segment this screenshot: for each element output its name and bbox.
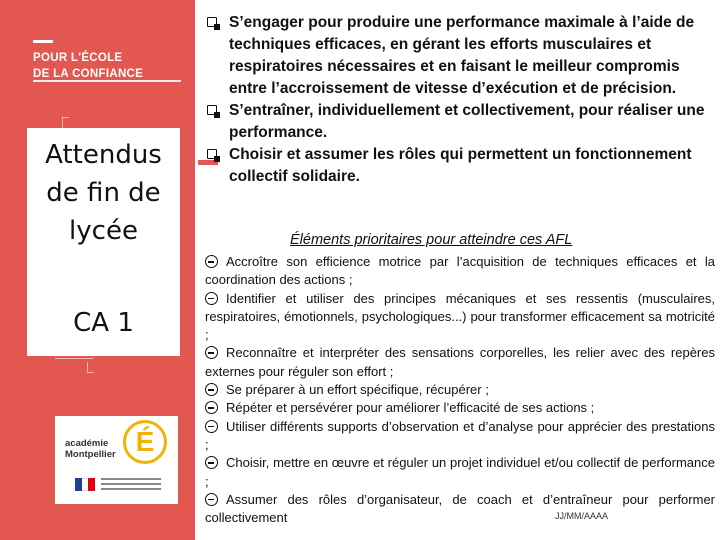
- priority-elements-list: [205, 253, 715, 527]
- decorative-bracket: [62, 117, 69, 128]
- list-item: [205, 253, 715, 290]
- list-item: [205, 100, 710, 144]
- logo-text-line2: DE LA CONFIANCE: [33, 68, 144, 80]
- republic-mark: [101, 478, 161, 493]
- academy-e-icon: É: [123, 420, 167, 464]
- section-title: Éléments prioritaires pour atteindre ces AFL: [290, 232, 573, 248]
- list-item: [205, 418, 715, 455]
- element-text: Répéter et persévérer pour améliorer l’efficacité de ses actions ;: [226, 400, 595, 416]
- french-flag-icon: [75, 478, 95, 491]
- checkbox-bullet-icon: [207, 17, 217, 27]
- slide-title: [27, 136, 180, 250]
- title-line: Attendus: [45, 140, 162, 170]
- list-item: [205, 399, 715, 417]
- footer-date: JJ/MM/AAAA: [555, 511, 609, 521]
- pointer-bullet-icon: [205, 292, 218, 305]
- pointer-bullet-icon: [205, 346, 218, 359]
- element-text: Choisir, mettre en œuvre et réguler un projet individuel et/ou collectif de performance ;: [205, 455, 715, 489]
- logo-text-line1: POUR L'ÉCOLE: [33, 52, 123, 64]
- list-item: [205, 344, 715, 381]
- pointer-bullet-icon: [205, 401, 218, 414]
- element-text: Identifier et utiliser des principes mécaniques et ses ressentis (musculaires, respiratoires, émotionnels, psychologiques...) pour transformer efficacement sa motricité ;: [205, 290, 715, 343]
- list-item: [205, 12, 710, 100]
- school-logo: [33, 50, 143, 82]
- slide-subtitle: CA 1: [73, 308, 134, 338]
- sidebar: [0, 0, 195, 540]
- academy-name: [65, 438, 116, 460]
- decorative-bracket: [87, 362, 94, 373]
- pointer-bullet-icon: [205, 383, 218, 396]
- pointer-bullet-icon: [205, 493, 218, 506]
- logo-line: [33, 40, 53, 43]
- academy-name-line1: académie: [65, 438, 109, 449]
- list-item: [205, 144, 710, 188]
- pointer-bullet-icon: [205, 456, 218, 469]
- bullet-text: S’engager pour produire une performance maximale à l’aide de techniques efficaces, en gérant les efforts musculaires et respiratoires nécessaires et en faisant le meilleur compromis entre l’accroissement de vitesse d’exécution et de précision.: [229, 14, 695, 97]
- element-text: Assumer des rôles d’organisateur, de coach et d’entraîneur pour performer collectivement: [205, 491, 715, 526]
- element-text: Reconnaître et interpréter des sensations corporelles, les relier avec des repères externes pour réguler son effort ;: [205, 345, 715, 379]
- decorative-line: [55, 358, 93, 359]
- bullet-text: S’entraîner, individuellement et collectivement, pour réaliser une performance.: [229, 102, 705, 141]
- list-item: [205, 381, 715, 399]
- bullet-text: Choisir et assumer les rôles qui permettent un fonctionnement collectif solidaire.: [229, 146, 692, 185]
- list-item: [205, 290, 715, 345]
- list-item: [205, 491, 715, 528]
- title-line: lycée: [69, 216, 138, 246]
- objectives-list: [205, 12, 710, 188]
- title-line: de fin de: [46, 178, 161, 208]
- checkbox-bullet-icon: [207, 149, 217, 159]
- academy-logo: [55, 416, 178, 504]
- checkbox-bullet-icon: [207, 105, 217, 115]
- list-item: [205, 454, 715, 491]
- element-text: Utiliser différents supports d’observation et d’analyse pour apprécier des prestations ;: [205, 418, 715, 452]
- title-panel: [27, 128, 180, 356]
- logo-underline: [33, 80, 181, 82]
- pointer-bullet-icon: [205, 255, 218, 268]
- pointer-bullet-icon: [205, 420, 218, 433]
- element-text: Se préparer à un effort spécifique, récupérer ;: [226, 382, 489, 398]
- academy-name-line2: Montpellier: [65, 449, 116, 460]
- element-text: Accroître son efficience motrice par l’acquisition de techniques efficaces et la coordination des actions ;: [205, 254, 715, 288]
